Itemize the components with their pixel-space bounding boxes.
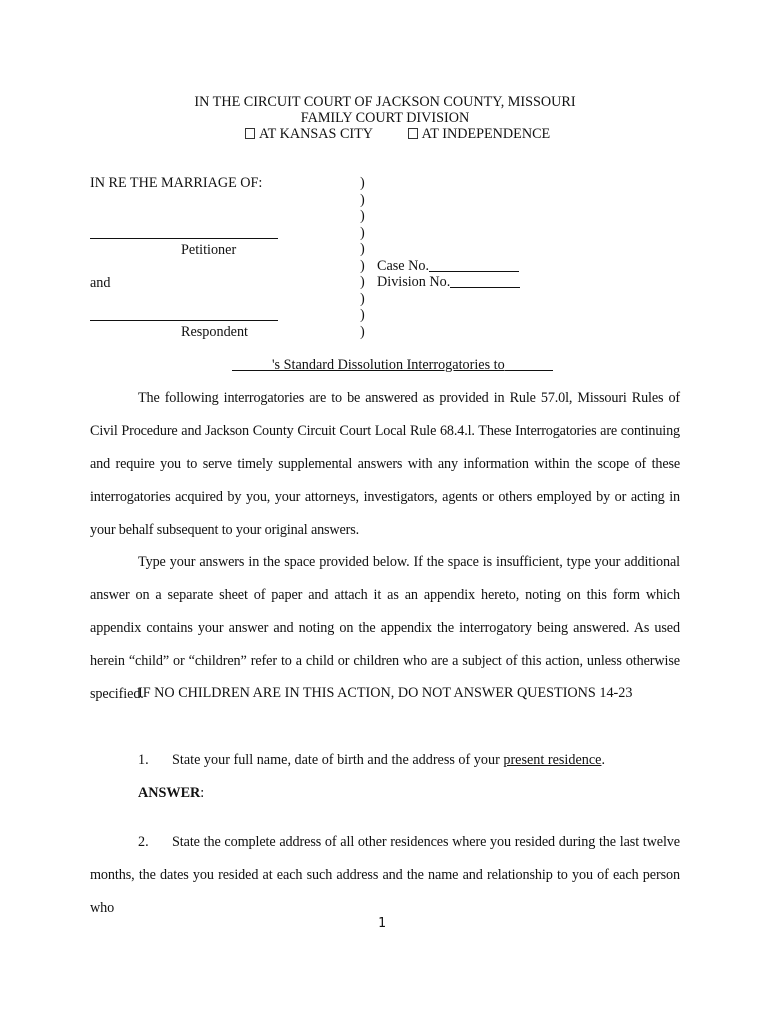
division-no-label: Division No. [377,274,451,290]
kansas-city-label: AT KANSAS CITY [259,126,373,142]
title-recipient-blank[interactable] [505,358,553,371]
case-no-field [377,258,519,275]
case-no-label: Case No. [377,258,430,274]
title-text: 's Standard Dissolution Interrogatories to [272,357,505,373]
caption-paren: ) [360,175,365,191]
division-no-blank[interactable] [450,275,520,288]
caption-paren: ) [360,291,365,307]
in-re-label: IN RE THE MARRIAGE OF: [90,175,263,191]
caption-paren: ) [360,225,365,241]
case-no-blank[interactable] [429,259,519,272]
kansas-city-checkbox[interactable] [245,128,255,139]
children-notice: IF NO CHILDREN ARE IN THIS ACTION, DO NOT ANSWER QUESTIONS 14-23 [138,685,633,701]
location-options [245,126,550,143]
answer-label [138,785,204,802]
independence-checkbox[interactable] [408,128,418,139]
answer-label-colon: : [200,785,205,801]
answer-label-text: ANSWER [138,785,201,801]
petitioner-name-line[interactable] [90,238,278,239]
caption-paren: ) [360,241,365,257]
question-1-end: . [601,752,605,768]
document-title [232,357,553,374]
and-label: and [90,275,111,291]
question-1-text [172,752,605,769]
division-heading: FAMILY COURT DIVISION [300,110,470,126]
division-no-field [377,274,520,291]
caption-paren: ) [360,307,365,323]
question-1-text-main: State your full name, date of birth and the address of your [172,752,500,768]
caption-paren: ) [360,324,365,340]
respondent-name-line[interactable] [90,320,278,321]
question-1-number: 1. [138,752,149,768]
question-1-underlined: present residence [503,752,602,768]
caption-paren: ) [360,258,365,274]
caption-paren: ) [360,192,365,208]
page-number: 1 [378,916,386,931]
caption-paren: ) [360,208,365,224]
instructions-paragraph-2: Type your answers in the space provided below. If the space is insufficient, type your additional answer on a separate sheet of paper and attach it as an appendix hereto, noting on this form which appendix contains your answer and noting on the appendix the interrogatory being answered. As used herein “child” or “children” refer to a child or children who are a subject of this action, unless otherwise specified. [90,554,680,702]
question-2-number: 2. [138,834,149,850]
instructions-paragraph-1: The following interrogatories are to be answered as provided in Rule 57.0l, Missouri Rules of Civil Procedure and Jackson County Circuit Court Local Rule 68.4.l. These Interrogatories are continuing and require you to serve timely supplemental answers with any information within the scope of these interrogatories acquired by you, your attorneys, investigators, agents or others employed by or acting in your behalf subsequent to your original answers. [90,390,680,538]
caption-paren: ) [360,274,365,290]
independence-label: AT INDEPENDENCE [421,126,551,142]
respondent-label: Respondent [181,324,248,340]
court-heading: IN THE CIRCUIT COURT OF JACKSON COUNTY, MISSOURI [194,94,576,110]
petitioner-label: Petitioner [181,242,237,258]
title-party-blank[interactable] [232,358,272,371]
question-2-text: State the complete address of all other residences where you resided during the last twelve months, the dates you resided at each such address and the name and relationship to you of each person who [90,834,680,916]
